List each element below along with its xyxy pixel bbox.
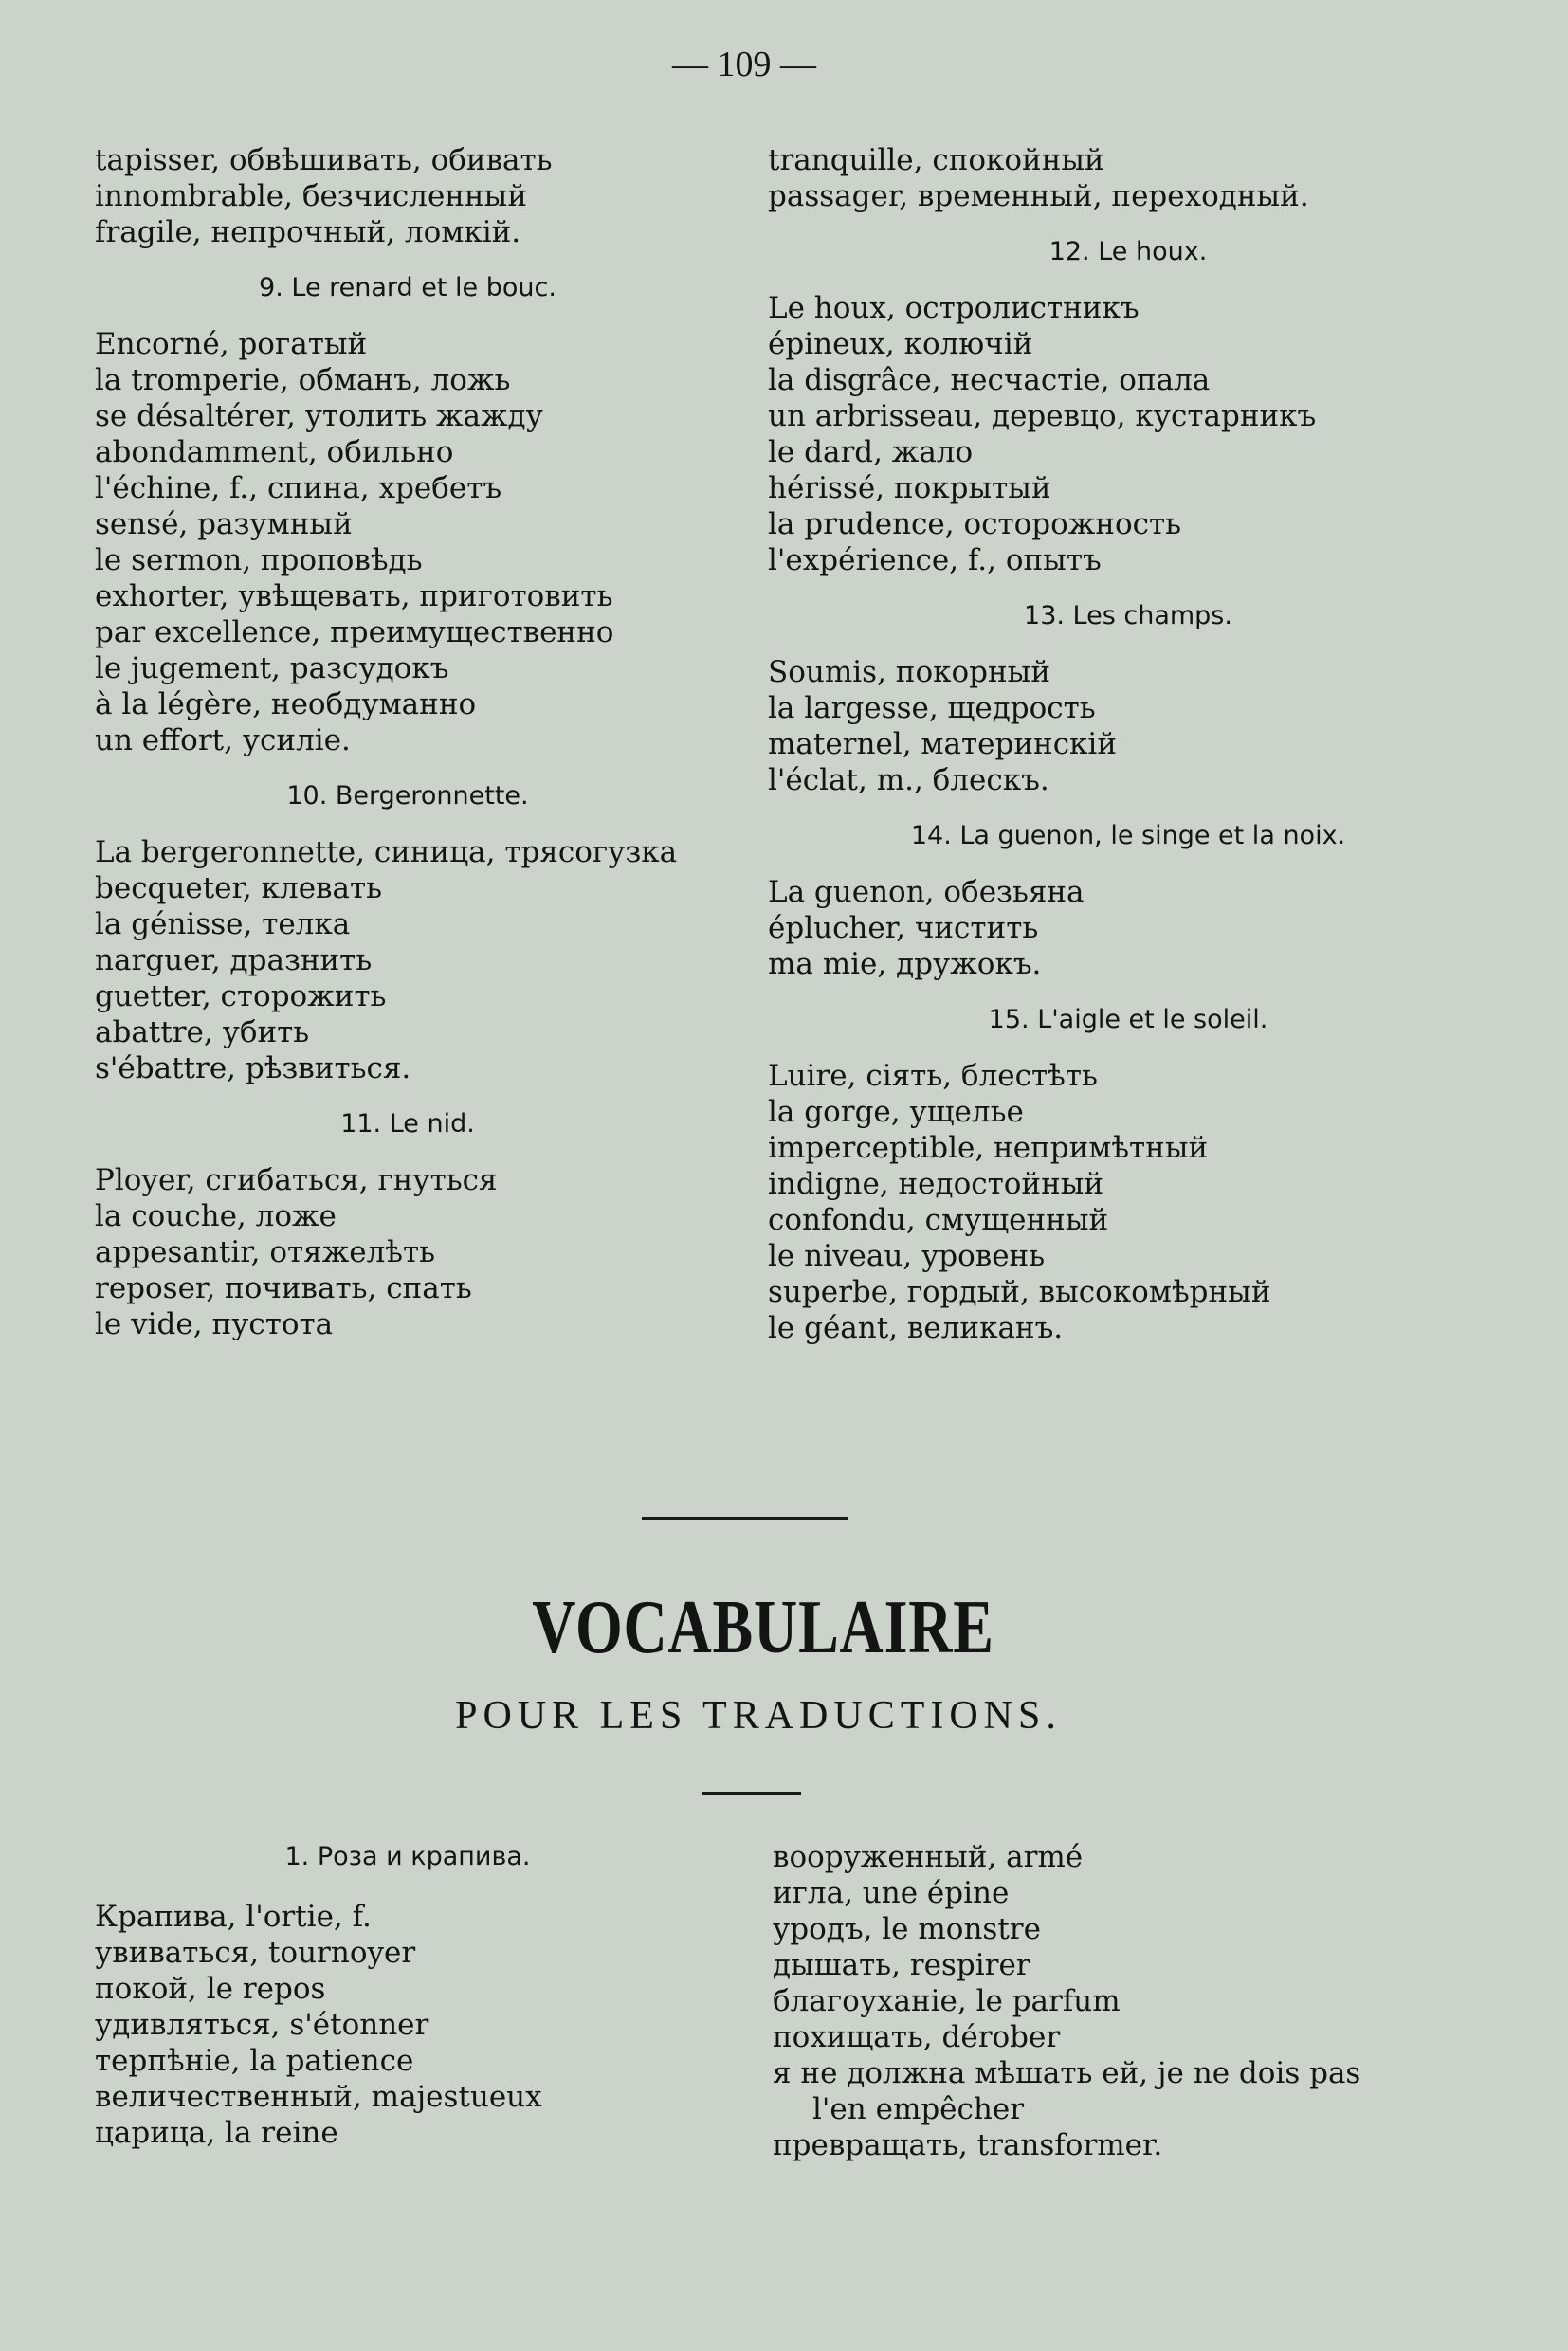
vocabulary-title: VOCABULAIRE <box>532 1586 994 1669</box>
vocabulary-entry: величественный, majestueux <box>95 2080 542 2114</box>
spacer <box>768 578 1488 598</box>
vocabulary-entry: превращать, transformer. <box>773 2128 1163 2162</box>
section-heading: 9. Le renard et le bouc. <box>259 273 556 302</box>
vocabulary-entry: увиваться, tournoyer <box>95 1936 416 1970</box>
vocabulary-entry: терпѣніе, la patience <box>95 2044 414 2078</box>
spacer <box>768 214 1488 234</box>
bottom-left-column <box>95 1839 720 2151</box>
vocabulary-entry: la disgrâce, несчастіе, опала <box>768 363 1211 397</box>
spacer <box>768 798 1488 818</box>
vocabulary-entry: удивляться, s'étonner <box>95 2008 429 2042</box>
vocabulary-entry: un effort, усиліе. <box>95 723 351 757</box>
vocabulary-entry: la gorge, ущелье <box>768 1095 1024 1129</box>
vocabulary-entry: la couche, ложе <box>95 1199 337 1233</box>
vocabulary-entry: narguer, дразнить <box>95 943 373 977</box>
vocabulary-entry: Luire, сіять, блестѣть <box>768 1059 1098 1093</box>
spacer <box>95 758 720 778</box>
vocabulary-entry: le sermon, проповѣдь <box>95 543 423 577</box>
vocabulary-entry: à la légère, необдуманно <box>95 687 477 721</box>
left-column <box>95 142 720 1342</box>
vocabulary-entry: la prudence, осторожность <box>768 507 1182 541</box>
vocabulary-entry: indigne, недостойный <box>768 1167 1104 1201</box>
vocabulary-entry: se désaltérer, утолить жажду <box>95 399 543 433</box>
vocabulary-entry: superbe, гордый, высокомѣрный <box>768 1275 1271 1309</box>
right-column <box>768 142 1488 1346</box>
vocabulary-subtitle: POUR LES TRADUCTIONS. <box>455 1694 1062 1738</box>
vocabulary-entry: Крапива, l'ortie, f. <box>95 1900 372 1934</box>
vocabulary-entry: innombrable, безчисленный <box>95 179 527 213</box>
vocabulary-entry: вооруженный, armé <box>773 1840 1084 1874</box>
vocabulary-entry: hérissé, покрытый <box>768 471 1051 505</box>
vocabulary-entry: appesantir, отяжелѣть <box>95 1235 436 1269</box>
vocabulary-entry: я не должна мѣшать ей, je ne dois pas <box>773 2056 1361 2090</box>
vocabulary-entry: Ployer, сгибаться, гнуться <box>95 1163 498 1197</box>
vocabulary-entry: maternel, материнскій <box>768 727 1118 761</box>
spacer <box>768 1038 1488 1058</box>
vocabulary-entry: la génisse, телка <box>95 907 351 941</box>
spacer <box>95 1875 720 1899</box>
vocabulary-entry: tapisser, обвѣшивать, обивать <box>95 143 553 177</box>
vocabulary-entry: sensé, разумный <box>95 507 353 541</box>
vocabulary-entry: Encorné, рогатый <box>95 327 368 361</box>
spacer <box>768 634 1488 654</box>
spacer <box>95 250 720 270</box>
vocabulary-entry: becqueter, клевать <box>95 871 383 905</box>
spacer <box>768 270 1488 290</box>
vocabulary-entry: tranquille, спокойный <box>768 143 1104 177</box>
vocabulary-entry: царица, la reine <box>95 2116 338 2150</box>
vocabulary-entry: la largesse, щедрость <box>768 691 1096 725</box>
vocabulary-entry: похищать, dérober <box>773 2020 1061 2054</box>
vocabulary-entry: Soumis, покорный <box>768 655 1050 689</box>
spacer <box>95 814 720 834</box>
vocabulary-entry: fragile, непрочный, ломкій. <box>95 215 521 249</box>
vocabulary-entry: abattre, убить <box>95 1015 310 1049</box>
section-heading: 13. Les champs. <box>1024 601 1232 630</box>
vocabulary-entry: Le houx, остролистникъ <box>768 291 1140 325</box>
subtitle-divider <box>702 1792 801 1795</box>
section-heading: 15. L'aigle et le soleil. <box>988 1005 1268 1034</box>
vocabulary-entry: la tromperie, обманъ, ложь <box>95 363 511 397</box>
section-heading: 10. Bergeronnette. <box>286 781 529 811</box>
vocabulary-entry: s'ébattre, рѣзвиться. <box>95 1051 411 1085</box>
vocabulary-entry: reposer, почивать, спать <box>95 1271 472 1305</box>
vocabulary-entry: благоуханіе, le parfum <box>773 1984 1121 2018</box>
vocabulary-entry: дышать, respirer <box>773 1948 1030 1982</box>
vocabulary-entry: уродъ, le monstre <box>773 1912 1041 1946</box>
spacer <box>95 1142 720 1162</box>
vocabulary-entry: imperceptible, непримѣтный <box>768 1131 1209 1165</box>
vocabulary-entry: l'expérience, f., опытъ <box>768 543 1102 577</box>
vocabulary-entry: éplucher, чистить <box>768 911 1039 945</box>
vocabulary-entry: l'échine, f., спина, хребетъ <box>95 471 502 505</box>
vocabulary-entry: La bergeronnette, синица, трясогузка <box>95 835 678 869</box>
vocabulary-entry: l'en empêcher <box>812 2092 1025 2126</box>
vocabulary-entry: abondamment, обильно <box>95 435 454 469</box>
vocabulary-entry: guetter, сторожить <box>95 979 387 1013</box>
section-divider <box>642 1517 848 1520</box>
section-heading: 14. La guenon, le singe et la noix. <box>910 821 1346 850</box>
spacer <box>768 982 1488 1002</box>
vocabulary-entry: игла, une épine <box>773 1876 1010 1910</box>
vocabulary-entry: passager, временный, переходный. <box>768 179 1309 213</box>
vocabulary-entry: le jugement, разсудокъ <box>95 651 449 685</box>
page-number: — 109 — <box>672 45 816 84</box>
vocabulary-entry: confondu, смущенный <box>768 1203 1109 1237</box>
vocabulary-entry: épineux, колючій <box>768 327 1033 361</box>
vocabulary-entry: le dard, жало <box>768 435 974 469</box>
vocabulary-entry: покой, le repos <box>95 1972 326 2006</box>
section-heading: 11. Le nid. <box>340 1109 475 1139</box>
vocabulary-entry: ma mie, дружокъ. <box>768 947 1042 981</box>
vocabulary-entry: exhorter, увѣщевать, приготовить <box>95 579 613 613</box>
section-heading: 12. Le houx. <box>1048 237 1208 266</box>
vocabulary-entry: un arbrisseau, деревцо, кустарникъ <box>768 399 1317 433</box>
vocabulary-entry: le géant, великанъ. <box>768 1311 1064 1345</box>
spacer <box>95 1086 720 1106</box>
vocabulary-entry: par excellence, преимущественно <box>95 615 614 649</box>
spacer <box>768 854 1488 874</box>
vocabulary-entry: l'éclat, m., блескъ. <box>768 763 1049 797</box>
spacer <box>95 306 720 326</box>
vocabulary-entry: le vide, пустота <box>95 1307 334 1341</box>
section-heading: 1. Роза и крапива. <box>284 1842 531 1871</box>
vocabulary-entry: le niveau, уровень <box>768 1239 1046 1273</box>
vocabulary-entry: La guenon, обезьяна <box>768 875 1085 909</box>
bottom-right-column <box>773 1839 1493 2163</box>
